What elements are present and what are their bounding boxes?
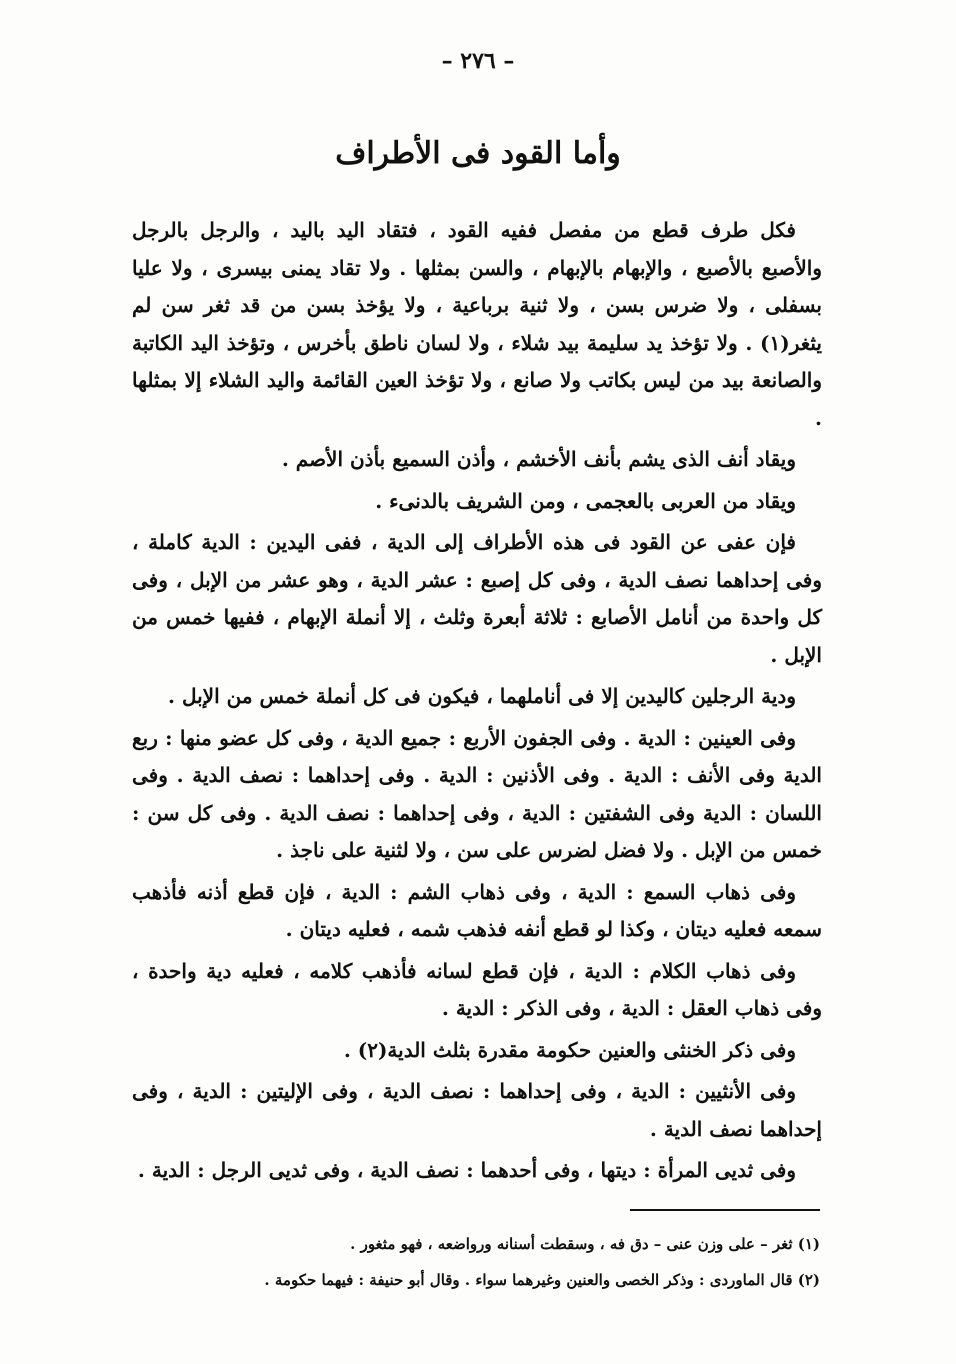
paragraph-1: فكل طرف قطع من مفصل ففيه القود ، فتقاد اليد باليد ، والرجل بالرجل والأصبع بالأصبع ، والإبهام بالإبهام ، والسن بمثلها . ولا تقاد يمنى بيسرى ، ولا عليا بسفلى ، ولا ضرس بسن ، ولا ثنية برباعية ، ولا يؤخذ بسن من قد ثغر سن لم يثغر(١) . ولا تؤخذ يد سليمة بيد شلاء ، ولا لسان ناطق بأخرس ، وتؤخذ اليد الكاتبة والصانعة بيد من ليس بكاتب ولا صانع ، ولا تؤخذ العين القائمة واليد الشلاء إلا بمثلها . bbox=[132, 218, 822, 430]
footnotes bbox=[150, 1226, 820, 1298]
paragraph-6: وفى العينين : الدية . وفى الجفون الأربع : جميع الدية ، وفى كل عضو منها : ربع الدية وفى الأنف : الدية . وفى الأذنين : الدية . وفى إحداهما : نصف الدية . وفى اللسان : الدية وفى الشفتين : الدية ، وفى إحداهما : نصف الدية . وفى كل سن : خمس من الإبل . ولا فضل لضرس على سن ، ولا لثنية على ناجذ . bbox=[132, 725, 822, 862]
paragraph-9: وفى ذكر الخنثى والعنين حكومة مقدرة بثلث الدية(٢) . bbox=[343, 1037, 796, 1062]
paragraph-11: وفى ثديى المرأة : ديتها ، وفى أحدهما : نصف الدية ، وفى ثديى الرجل : الدية . bbox=[137, 1158, 796, 1182]
paragraph-3: ويقاد من العربى بالعجمى ، ومن الشريف بالدنىء . bbox=[375, 488, 796, 513]
footnote-1: (١) ثغر – على وزن عنى – دق فه ، وسقطت أسنانه ورواضعه ، فهو مثغور . bbox=[350, 1235, 820, 1253]
body-text bbox=[132, 212, 822, 1190]
paragraph-5: ودية الرجلين كاليدين إلا فى أناملهما ، فيكون فى كل أنملة خمس من الإبل . bbox=[168, 684, 796, 708]
footnote-divider bbox=[630, 1209, 820, 1211]
paragraph-10: وفى الأنثيين : الدية ، وفى إحداهما : نصف الدية ، وفى الإليتين : الدية ، وفى إحداهما نصف الدية . bbox=[132, 1079, 822, 1141]
page-number: – ٢٧٦ – bbox=[441, 48, 515, 74]
paragraph-7: وفى ذهاب السمع : الدية ، وفى ذهاب الشم : الدية ، فإن قطع أذنه فأذهب سمعه فعليه ديتان ، وكذا لو قطع أنفه فذهب شمه ، فعليه ديتان . bbox=[132, 879, 822, 941]
paragraph-2: ويقاد أنف الذى يشم بأنف الأخشم ، وأذن السميع بأذن الأصم . bbox=[281, 447, 796, 471]
footnote-2: (٢) قال الماوردى : وذكر الخصى والعنين وغيرهما سواء . وقال أبو حنيفة : فيهما حكومة . bbox=[264, 1271, 820, 1289]
paragraph-8: وفى ذهاب الكلام : الدية ، فإن قطع لسانه فأذهب كلامه ، فعليه دية واحدة ، وفى ذهاب العقل : الدية ، وفى الذكر : الدية . bbox=[132, 958, 822, 1020]
section-heading: وأما القود فى الأطراف bbox=[335, 136, 621, 171]
paragraph-4: فإن عفى عن القود فى هذه الأطراف إلى الدية ، ففى اليدين : الدية كاملة ، وفى إحداهما نصف الدية ، وفى كل إصبع : عشر الدية ، وهو عشر من الإبل ، وفى كل واحدة من أنامل الأصابع : ثلاثة أبعرة وثلث ، إلا أنملة الإبهام ، ففيها خمس من الإبل . bbox=[132, 530, 822, 667]
